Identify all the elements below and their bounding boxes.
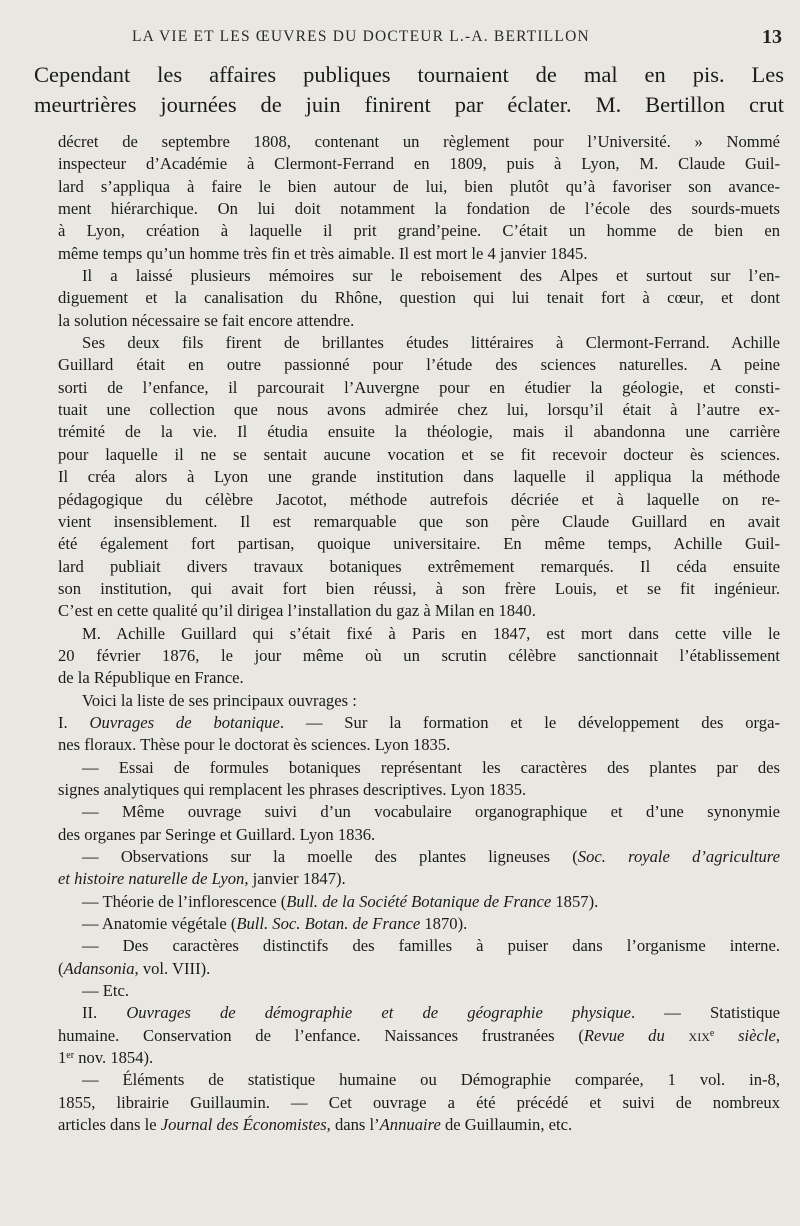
running-header: LA VIE ET LES ŒUVRES DU DOCTEUR L.-A. BERTILLON	[132, 28, 590, 45]
paragraph	[34, 131, 780, 265]
text-line: — Théorie de l’inflorescence (Bull. de la Société Botanique de France 1857).	[82, 891, 599, 911]
text-line: 20 février 1876, le jour même où un scrutin célèbre sanctionnait l’établissement	[58, 645, 780, 665]
paragraph	[34, 846, 780, 891]
text-line: son institution, qui avait fort bien réussi, à son frère Louis, et se fit ingénieur.	[58, 578, 780, 598]
text-line: et histoire naturelle de Lyon, janvier 1847).	[58, 869, 346, 889]
paragraph	[34, 1069, 780, 1136]
body-text	[34, 131, 780, 1136]
text-line: — Observations sur la moelle des plantes ligneuses (Soc. royale d’agriculture	[82, 847, 780, 866]
text-line: diguement et la canalisation du Rhône, question qui lui tenait fort à cœur, et dont	[58, 288, 780, 308]
text-line: Voici la liste de ses principaux ouvrages :	[82, 690, 357, 710]
text-line: à Lyon, création à laquelle il prit grand’peine. C’était un homme de bien en	[58, 221, 780, 241]
text-line: lard s’appliqua à faire le bien autour de lui, bien plutôt qu’à favoriser son avance-	[58, 176, 780, 196]
text-line: lard publiait divers travaux botaniques extrêmement remarqués. Il céda ensuite	[58, 556, 780, 576]
lead-line: meurtrières journées de juin finirent par éclater. M. Bertillon crut	[34, 92, 784, 117]
text-line: pour laquelle il ne se sentait aucune vocation et se fit recevoir docteur ès sciences.	[58, 444, 780, 464]
text-line: — Même ouvrage suivi d’un vocabulaire organographique et d’une synonymie	[82, 802, 780, 822]
paragraph	[34, 332, 780, 622]
page-number: 13	[762, 26, 782, 48]
text-line: signes analytiques qui remplacent les phrases descriptives. Lyon 1835.	[58, 779, 527, 799]
text-line: — Éléments de statistique humaine ou Démographie comparée, 1 vol. in-8,	[82, 1070, 780, 1090]
lead-line: Cependant les affaires publiques tournaient de mal en pis. Les	[34, 62, 784, 87]
text-line: vient insensiblement. Il est remarquable que son père Claude Guillard en avait	[58, 511, 780, 531]
paragraph	[34, 1002, 780, 1069]
lead-paragraph	[34, 60, 784, 120]
text-line: Il a laissé plusieurs mémoires sur le reboisement des Alpes et surtout sur l’en-	[82, 266, 780, 286]
text-line: Ses deux fils firent de brillantes études littéraires à Clermont-Ferrand. Achille	[82, 333, 780, 353]
text-line: décret de septembre 1808, contenant un règlement pour l’Université. » Nommé	[58, 132, 780, 151]
text-line: — Essai de formules botaniques représentant les caractères des plantes par des	[82, 757, 780, 777]
text-line: articles dans le Journal des Économistes, dans l’Annuaire de Guillaumin, etc.	[58, 1115, 573, 1135]
paragraph	[34, 935, 780, 980]
text-line: tuait une collection que nous avons admirée chez lui, lorsqu’il était à l’autre ex-	[58, 400, 780, 420]
text-line: été également fort partisan, quoique universitaire. En même temps, Achille Guil-	[58, 534, 780, 554]
paragraph	[34, 623, 780, 690]
text-line: des organes par Seringe et Guillard. Lyon 1836.	[58, 824, 376, 844]
text-line: — Des caractères distinctifs des familles à puiser dans l’organisme interne.	[82, 936, 780, 956]
paragraph	[34, 913, 780, 935]
text-line: (Adansonia, vol. VIII).	[58, 958, 211, 978]
text-line: II. Ouvrages de démographie et de géographie physique. — Statistique	[82, 1003, 781, 1023]
text-line: trémité de la vie. Il étudia ensuite la théologie, mais il abandonna une carrière	[58, 422, 780, 442]
text-line: C’est en cette qualité qu’il dirigea l’installation du gaz à Milan en 1840.	[58, 601, 536, 621]
text-line: de la République en France.	[58, 668, 244, 688]
text-line: sorti de l’enfance, il parcourait l’Auvergne pour en étudier la géologie, et consti-	[58, 377, 780, 397]
paragraph	[34, 757, 780, 802]
text-line: Il créa alors à Lyon une grande institution dans laquelle il appliqua la méthode	[58, 467, 780, 487]
text-line: Guillard était en outre passionné pour l’étude des sciences naturelles. A peine	[58, 355, 780, 375]
paragraph	[34, 712, 780, 757]
text-line: ment hiérarchique. On lui doit notamment la fondation de l’école des sourds-muets	[58, 199, 780, 219]
text-line: — Etc.	[82, 981, 130, 1001]
text-line: nes floraux. Thèse pour le doctorat ès sciences. Lyon 1835.	[58, 735, 451, 755]
paragraph	[34, 801, 780, 846]
text-line: pédagogique du célèbre Jacotot, méthode autrefois décriée et à laquelle on re-	[58, 489, 780, 509]
text-line: 1855, librairie Guillaumin. — Cet ouvrage a été précédé et suivi de nombreux	[58, 1092, 780, 1112]
paragraph	[34, 265, 780, 332]
text-line: inspecteur d’Académie à Clermont-Ferrand en 1809, puis à Lyon, M. Claude Guil-	[58, 154, 780, 174]
text-line: la solution nécessaire se fait encore attendre.	[58, 310, 355, 330]
text-line: I. Ouvrages de botanique. — Sur la formation et le développement des orga-	[58, 712, 780, 732]
text-line: humaine. Conservation de l’enfance. Naissances frustranées (Revue du xix$^e$ siècle,	[58, 1025, 781, 1045]
text-line: même temps qu’un homme très fin et très aimable. Il est mort le 4 janvier 1845.	[58, 243, 588, 263]
paragraph	[34, 891, 780, 913]
paragraph	[34, 690, 780, 712]
text-line: 1er nov. 1854).	[58, 1048, 154, 1068]
text-line: — Anatomie végétale (Bull. Soc. Botan. de France 1870).	[82, 914, 468, 934]
paragraph	[34, 980, 780, 1002]
text-line: M. Achille Guillard qui s’était fixé à Paris en 1847, est mort dans cette ville le	[82, 623, 780, 643]
